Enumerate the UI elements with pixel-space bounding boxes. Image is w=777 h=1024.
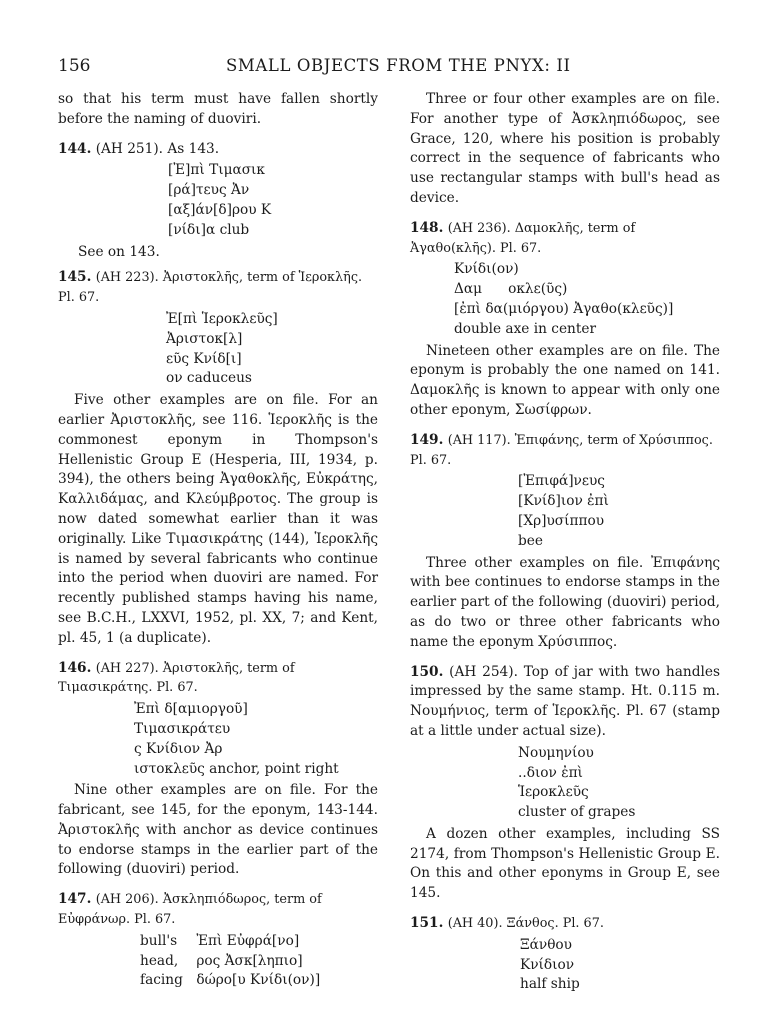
entry-number: 145. <box>58 269 92 286</box>
entry-144 <box>58 140 378 263</box>
stamp-line: cluster of grapes <box>518 804 636 821</box>
device-label: facing <box>140 972 183 989</box>
stamp-line <box>140 932 378 952</box>
stamp-line: half ship <box>520 976 580 993</box>
stamp-line: [αξ]άν[δ]ρου K <box>168 201 272 218</box>
stamp-line: Κνίδι(ον) <box>454 261 519 278</box>
stamp-line: Ξάνθου <box>520 936 572 953</box>
cross-reference: See on 143. <box>78 243 160 260</box>
entry-heading: (AH 40). Ξάνθος. Pl. 67. <box>447 916 604 932</box>
entry-commentary: Nine other examples are on file. For the fabricant, see 145, for the eponym, 143-144. Ἀριστοκλῆς with anchor as device continues to endorse stamps in the earlier part of the following (duoviri) period. <box>58 782 378 878</box>
stamp-text <box>520 936 720 995</box>
entry-heading: (AH 251). As 143. <box>95 140 220 157</box>
stamp-line: [ἐπὶ δα(μιόργου) Ἀγαθο(κλεῦς)] <box>454 300 674 317</box>
stamp-text <box>140 932 378 991</box>
stamp-line: ον caduceus <box>166 370 252 387</box>
stamp-line: ς Κνίδιον Ἀρ <box>134 740 223 757</box>
entry-number: 150. <box>410 663 444 680</box>
stamp-line: εῦς Κνίδ[ι] <box>166 350 242 367</box>
entry-heading: (AH 254). Top of jar with two handles impressed by the same stamp. Ht. 0.115 m. Νουμήνιος, term of Ἱεροκλῆς. Pl. 67 (stamp at a little under actual size). <box>410 663 720 739</box>
stamp-legend: ρος Ἀσκ[ληπιο] <box>196 952 303 969</box>
stamp-line: Ἀριστοκ[λ] <box>166 330 243 347</box>
stamp-line: [Ἐ]πὶ Τιμασικ <box>168 162 265 179</box>
stamp-line: [ρά]τευς Ἀν <box>168 182 250 199</box>
page-number: 156 <box>58 56 91 76</box>
entry-number: 149. <box>410 431 444 448</box>
entry-commentary: A dozen other examples, including SS 2174, from Thompson's Hellenistic Group E. On this and other eponyms in Group E, see 145. <box>410 825 720 902</box>
right-intro: Three or four other examples are on file. For another type of Ἀσκληπιόδωρος, see Grace, 120, where his position is probably correct in the sequence of fabricants who use rectangular stamps with bull's head as device. <box>410 91 720 206</box>
entry-145 <box>58 268 378 648</box>
entry-146 <box>58 659 378 881</box>
stamp-line: Τιμασικράτευ <box>134 720 231 737</box>
entry-commentary: Five other examples are on file. For an earlier Ἀριστοκλῆς, see 116. Ἱεροκλῆς is the commonest eponym in Thompson's Hellenistic Group E (Hesperia, III, 1934, p. 394), the others being Ἀγαθοκλῆς, Εὐκράτης, Καλλιδάμας, and Κλεύμβροτος. The group is now dated somewhat earlier than it was originally. Like Τιμασικράτης (144), Ἱεροκλῆς is named by several fabricants who continue into the period when duoviri are named. For recently published stamps having his name, see B.C.H., LXXVI, 1952, pl. XX, 7; and Kent, pl. 45, 1 (a duplicate). <box>58 392 378 646</box>
left-column <box>58 90 378 993</box>
entry-heading: (AH 117). Ἐπιφάνης, term of Χρύσιππος. Pl. 67. <box>410 432 713 468</box>
left-intro: so that his term must have fallen shortly before the naming of duoviri. <box>58 91 378 127</box>
entry-number: 144. <box>58 140 92 157</box>
stamp-line <box>140 971 378 991</box>
device-label: bull's <box>140 932 178 949</box>
stamp-line: [Χρ]υσίππου <box>518 512 605 529</box>
stamp-legend: δώρο[υ Κνίδι(ον)] <box>196 972 321 989</box>
entry-heading: (AH 227). Ἀριστοκλῆς, term of Τιμασικράτης. Pl. 67. <box>58 660 295 696</box>
stamp-line: Ἐπὶ δ[αμιοργοῦ] <box>134 701 248 718</box>
stamp-text <box>168 161 378 240</box>
stamp-text <box>166 310 378 389</box>
entry-number: 147. <box>58 891 92 908</box>
stamp-legend: Ἐπὶ Εὐφρά[νο] <box>196 932 300 949</box>
stamp-text <box>454 260 720 339</box>
stamp-line: [Κνίδ]ιον ἐπὶ <box>518 493 609 510</box>
stamp-line: Ἱεροκλεῦς <box>518 784 589 801</box>
page-header <box>58 56 748 82</box>
running-head: SMALL OBJECTS FROM THE PNYX: II <box>226 56 571 75</box>
stamp-line: ιστοκλεῦς anchor, point right <box>134 760 339 777</box>
entry-number: 151. <box>410 915 444 932</box>
stamp-text <box>134 700 378 779</box>
stamp-line: ..διον ἐπὶ <box>518 764 583 781</box>
entry-151 <box>410 914 720 995</box>
entry-number: 146. <box>58 659 92 676</box>
stamp-text <box>518 744 720 823</box>
stamp-line: bee <box>518 532 543 549</box>
stamp-line: Ἐ[πὶ Ἱεροκλεῦς] <box>166 310 278 327</box>
stamp-line: [νίδι]α club <box>168 221 250 238</box>
stamp-line: [Ἐπιφά]νευς <box>518 473 605 490</box>
entry-148 <box>410 219 720 421</box>
entry-commentary: Three other examples on file. Ἐπιφάνης with bee continues to endorse stamps in the earlier part of the following (duoviri) period, as do two or three other fabricants who name the eponym Χρύσιππος. <box>410 554 720 650</box>
device-label: head, <box>140 952 179 969</box>
right-column <box>410 90 720 997</box>
entry-150 <box>410 663 720 905</box>
stamp-line <box>140 952 378 972</box>
stamp-line: Δαμ οκλε(ῦς) <box>454 281 568 298</box>
entry-147 <box>58 890 378 991</box>
entry-number: 148. <box>410 219 444 236</box>
stamp-line: Κνίδιον <box>520 956 575 973</box>
entry-heading: (AH 236). Δαμοκλῆς, term of Ἀγαθο(κλῆς). Pl. 67. <box>410 220 636 256</box>
entry-149 <box>410 431 720 653</box>
entry-commentary: Nineteen other examples are on file. The eponym is probably the one named on 141. Δαμοκλῆς is known to appear with only one other eponym, Σωσίφρων. <box>410 342 720 418</box>
entry-heading: (AH 206). Ἀσκληπιόδωρος, term of Εὐφράνωρ. Pl. 67. <box>58 892 322 928</box>
stamp-line: Νουμηνίου <box>518 744 594 761</box>
entry-heading: (AH 223). Ἀριστοκλῆς, term of Ἱεροκλῆς. Pl. 67. <box>58 270 363 306</box>
stamp-line: double axe in center <box>454 320 597 337</box>
stamp-text <box>518 472 720 551</box>
